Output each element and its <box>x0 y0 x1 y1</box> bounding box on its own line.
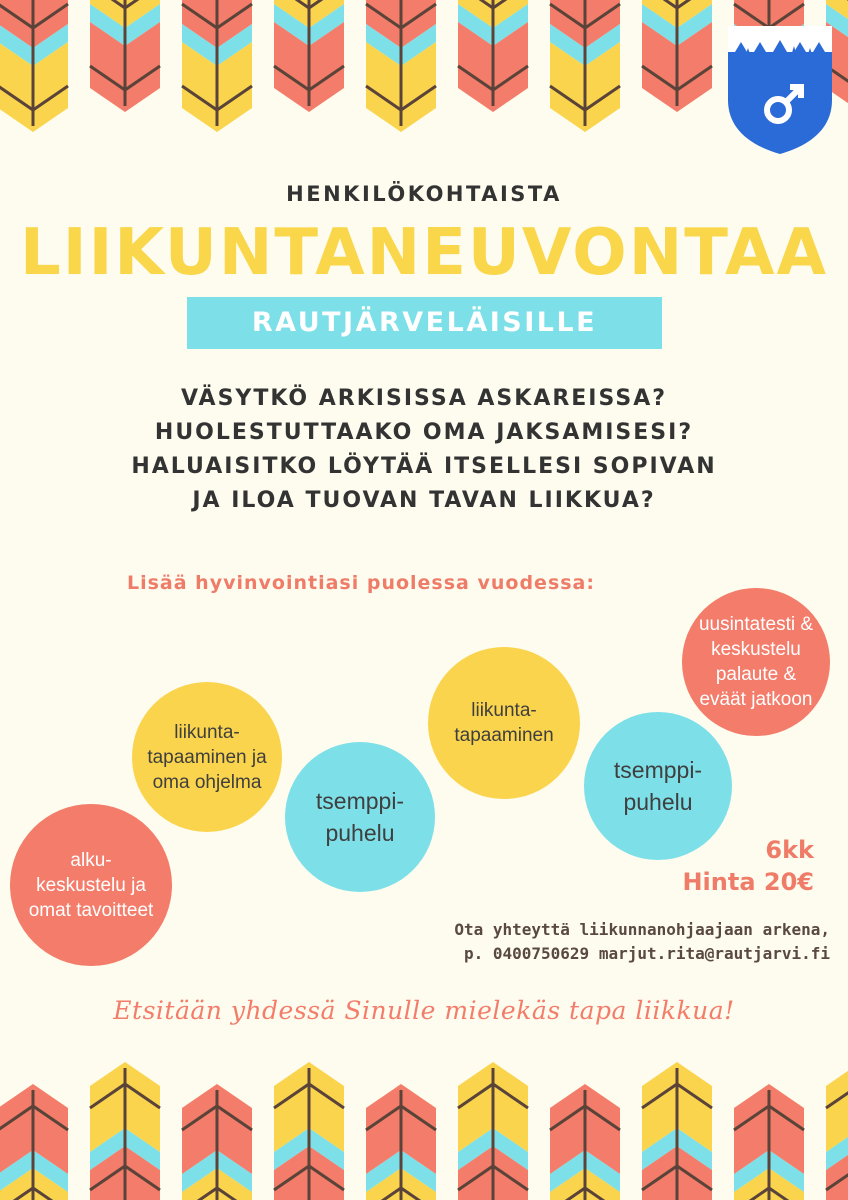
question-line: HUOLESTUTTAAKO OMA JAKSAMISESI? <box>154 420 694 445</box>
step-text: tapaaminen <box>454 725 554 746</box>
step-text: alku- <box>70 849 112 871</box>
feather-icon <box>182 1084 252 1200</box>
contact-line: p. 0400750629 marjut.rita@rautjarvi.fi <box>463 944 830 963</box>
steps-intro: Lisää hyvinvointiasi puolessa vuodessa: <box>127 572 595 594</box>
step-circle-6 <box>682 588 830 736</box>
feather-icon <box>0 0 68 132</box>
page-title: LIIKUNTANEUVONTAA <box>20 216 828 290</box>
step-circle-3 <box>285 742 435 892</box>
feather-icon <box>826 1062 848 1200</box>
feather-icon <box>642 0 712 112</box>
feather-pattern-icon <box>0 0 848 145</box>
step-text: eväät jatkoon <box>699 689 813 710</box>
feather-icon <box>550 1084 620 1200</box>
step-text: liikunta- <box>174 721 240 743</box>
feather-icon <box>90 1062 160 1200</box>
feather-icon <box>550 0 620 132</box>
feather-icon <box>274 1062 344 1200</box>
step-text: puhelu <box>325 820 395 846</box>
step-circle-2 <box>132 682 282 832</box>
step-text: uusintatesti & <box>698 614 814 635</box>
step-text: tapaaminen ja <box>147 746 267 768</box>
subtitle: HENKILÖKOHTAISTA <box>286 182 562 206</box>
price-info <box>664 834 814 898</box>
top-feather-pattern <box>0 0 848 145</box>
step-text: palaute & <box>715 664 797 685</box>
question-list <box>0 382 848 518</box>
duration: 6kk <box>765 836 814 864</box>
step-circle-1 <box>10 804 172 966</box>
feather-icon <box>90 0 160 112</box>
step-text: liikunta- <box>471 700 537 721</box>
slogan: Etsitään yhdessä Sinulle mielekäs tapa liikkua! <box>113 996 735 1025</box>
question-line: JA ILOA TUOVAN TAVAN LIIKKUA? <box>192 488 656 513</box>
feather-icon <box>734 1084 804 1200</box>
feather-icon <box>182 0 252 132</box>
audience-banner: RAUTJÄRVELÄISILLE <box>187 297 662 349</box>
step-text: oma ohjelma <box>152 771 262 793</box>
step-text: puhelu <box>623 789 693 815</box>
step-text: keskustelu <box>711 639 801 660</box>
municipality-crest-icon <box>728 26 832 154</box>
feather-icon <box>0 1084 68 1200</box>
question-line: HALUAISITKO LÖYTÄÄ ITSELLESI SOPIVAN <box>131 454 717 479</box>
feather-pattern-icon <box>0 1058 848 1200</box>
feather-icon <box>458 0 528 112</box>
step-text: tsemppi- <box>613 757 703 783</box>
feather-icon <box>458 1062 528 1200</box>
bottom-feather-pattern <box>0 1058 848 1200</box>
price: Hinta 20€ <box>682 868 814 896</box>
step-text: keskustelu ja <box>36 874 146 896</box>
step-text: omat tavoitteet <box>28 899 154 921</box>
step-circle-4 <box>428 647 580 799</box>
feather-icon <box>274 0 344 112</box>
question-line: VÄSYTKÖ ARKISISSA ASKAREISSA? <box>181 386 667 411</box>
feather-icon <box>642 1062 712 1200</box>
contact-info <box>330 918 830 966</box>
step-text: tsemppi- <box>315 788 405 814</box>
contact-line: Ota yhteyttä liikunnanohjaajaan arkena, <box>454 920 830 939</box>
feather-icon <box>366 1084 436 1200</box>
municipality-crest <box>728 26 832 154</box>
feather-icon <box>366 0 436 132</box>
